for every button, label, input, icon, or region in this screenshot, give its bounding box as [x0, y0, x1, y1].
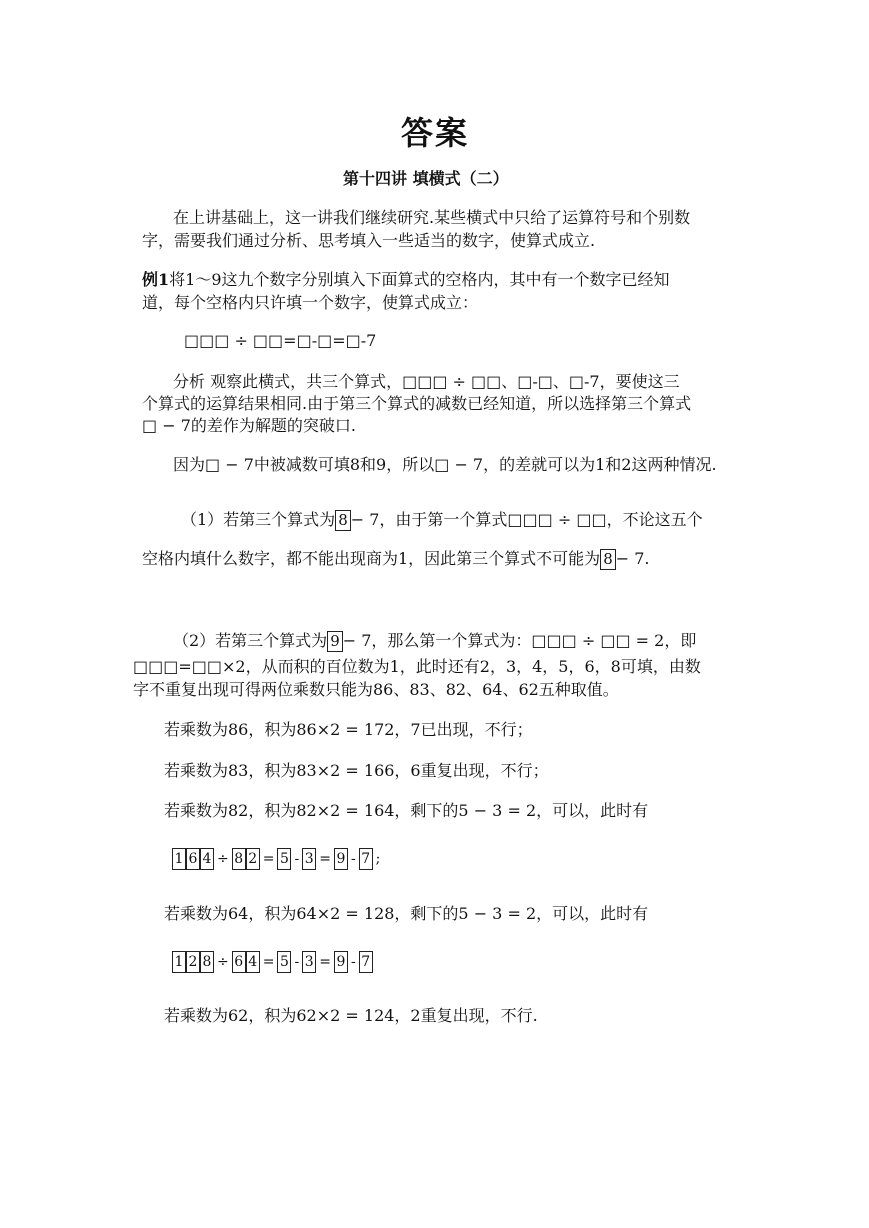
try-83: 若乘数为83，积为83×2 = 166，6重复出现，不行；	[164, 761, 549, 780]
digit-cell: 5	[277, 848, 291, 870]
equals-sign: =	[319, 851, 331, 867]
case1-line-1	[181, 509, 703, 531]
digit-cell: 3	[302, 951, 316, 973]
try-64: 若乘数为64，积为64×2 = 128，剩下的5 − 3 = 2，可以，此时有	[164, 904, 649, 923]
try-82: 若乘数为82，积为82×2 = 164，剩下的5 − 3 = 2，可以，此时有	[164, 801, 649, 820]
digit-cell: 8	[232, 848, 246, 870]
example-line-1	[142, 269, 670, 291]
divide-sign: ÷	[217, 954, 229, 970]
digit-cell: 5	[277, 951, 291, 973]
try-62: 若乘数为62，积为62×2 = 124，2重复出现，不行.	[164, 1006, 538, 1025]
equals-sign: =	[262, 954, 275, 970]
example-text-1: 将1～9这九个数字分别填入下面算式的空格内，其中有一个数字已经知	[169, 270, 670, 289]
case2-pre: （2）若第三个算式为	[173, 631, 328, 650]
digit-cell: 7	[359, 848, 373, 870]
analysis-line-2: 个算式的运算结果相同.由于第三个算式的减数已经知道，所以选择第三个算式	[142, 394, 692, 413]
case1-line2-text: 空格内填什么数字，都不能出现商为1，因此第三个算式不可能为	[142, 549, 601, 568]
case1-minus7-b: − 7	[615, 549, 645, 568]
case1-post: ，由于第一个算式□□□ ÷ □□，不论这五个	[379, 510, 703, 529]
case1-box-a: 8	[335, 510, 351, 531]
case1-tail: .	[644, 549, 650, 568]
lesson-subtitle: 第十四讲 填横式（二）	[343, 169, 509, 188]
case2-line-1	[173, 630, 696, 652]
case1-box-b: 8	[600, 549, 616, 570]
minus-sign: -	[350, 851, 356, 867]
divide-sign: ÷	[217, 851, 229, 867]
digit-cell: 4	[200, 848, 214, 870]
digit-cell: 2	[186, 951, 200, 973]
digit-cell: 9	[334, 848, 348, 870]
example-equation: □□□ ÷ □□=□-□=□-7	[184, 331, 377, 350]
digit-cell: 6	[186, 848, 200, 870]
digit-cell: 6	[232, 951, 246, 973]
case2-minus7: − 7	[342, 631, 372, 650]
minus-sign: -	[294, 851, 300, 867]
analysis-line-3: □ − 7的差作为解题的突破口.	[142, 416, 356, 435]
digit-cell: 9	[334, 951, 348, 973]
equals-sign: =	[262, 851, 275, 867]
equals-sign: =	[319, 954, 331, 970]
example-label: 例1	[142, 270, 170, 289]
try-86: 若乘数为86，积为86×2 = 172，7已出现，不行；	[164, 720, 533, 739]
case2-post: ，那么第一个算式为：□□□ ÷ □□ = 2，即	[371, 631, 697, 650]
case2-line-2: □□□=□□×2，从而积的百位数为1，此时还有2，3，4，5，6，8可填，由数	[133, 657, 701, 676]
case2-line-3: 字不重复出现可得两位乘数只能为86、83、82、64、62五种取值。	[133, 680, 619, 699]
minus-sign: -	[294, 954, 300, 970]
because-line: 因为□ − 7中被减数可填8和9，所以□ − 7，的差就可以为1和2这两种情况.	[173, 455, 717, 474]
intro-line-2: 字，需要我们通过分析、思考填入一些适当的数字，使算式成立.	[142, 231, 596, 250]
digit-cell: 7	[359, 951, 373, 973]
digit-cell: 2	[246, 848, 260, 870]
solution-equation-1	[172, 848, 383, 870]
minus-sign: -	[350, 954, 356, 970]
intro-line-1: 在上讲基础上，这一讲我们继续研究.某些横式中只给了运算符号和个别数	[173, 208, 691, 227]
digit-cell: 3	[302, 848, 316, 870]
semicolon: ;	[375, 851, 381, 867]
case1-pre: （1）若第三个算式为	[181, 510, 336, 529]
example-line-2: 道，每个空格内只许填一个数字，使算式成立：	[142, 293, 479, 312]
solution-equation-2	[172, 951, 373, 973]
case1-minus7: − 7	[350, 510, 380, 529]
case2-box-a: 9	[327, 631, 343, 652]
case1-line-2	[142, 548, 650, 570]
page-title: 答案	[401, 114, 470, 152]
analysis-line-1: 分析 观察此横式，共三个算式，□□□ ÷ □□、□-□、□-7，要使这三	[173, 372, 680, 391]
digit-cell: 8	[200, 951, 214, 973]
digit-cell: 1	[172, 848, 186, 870]
digit-cell: 4	[246, 951, 260, 973]
digit-cell: 1	[172, 951, 186, 973]
